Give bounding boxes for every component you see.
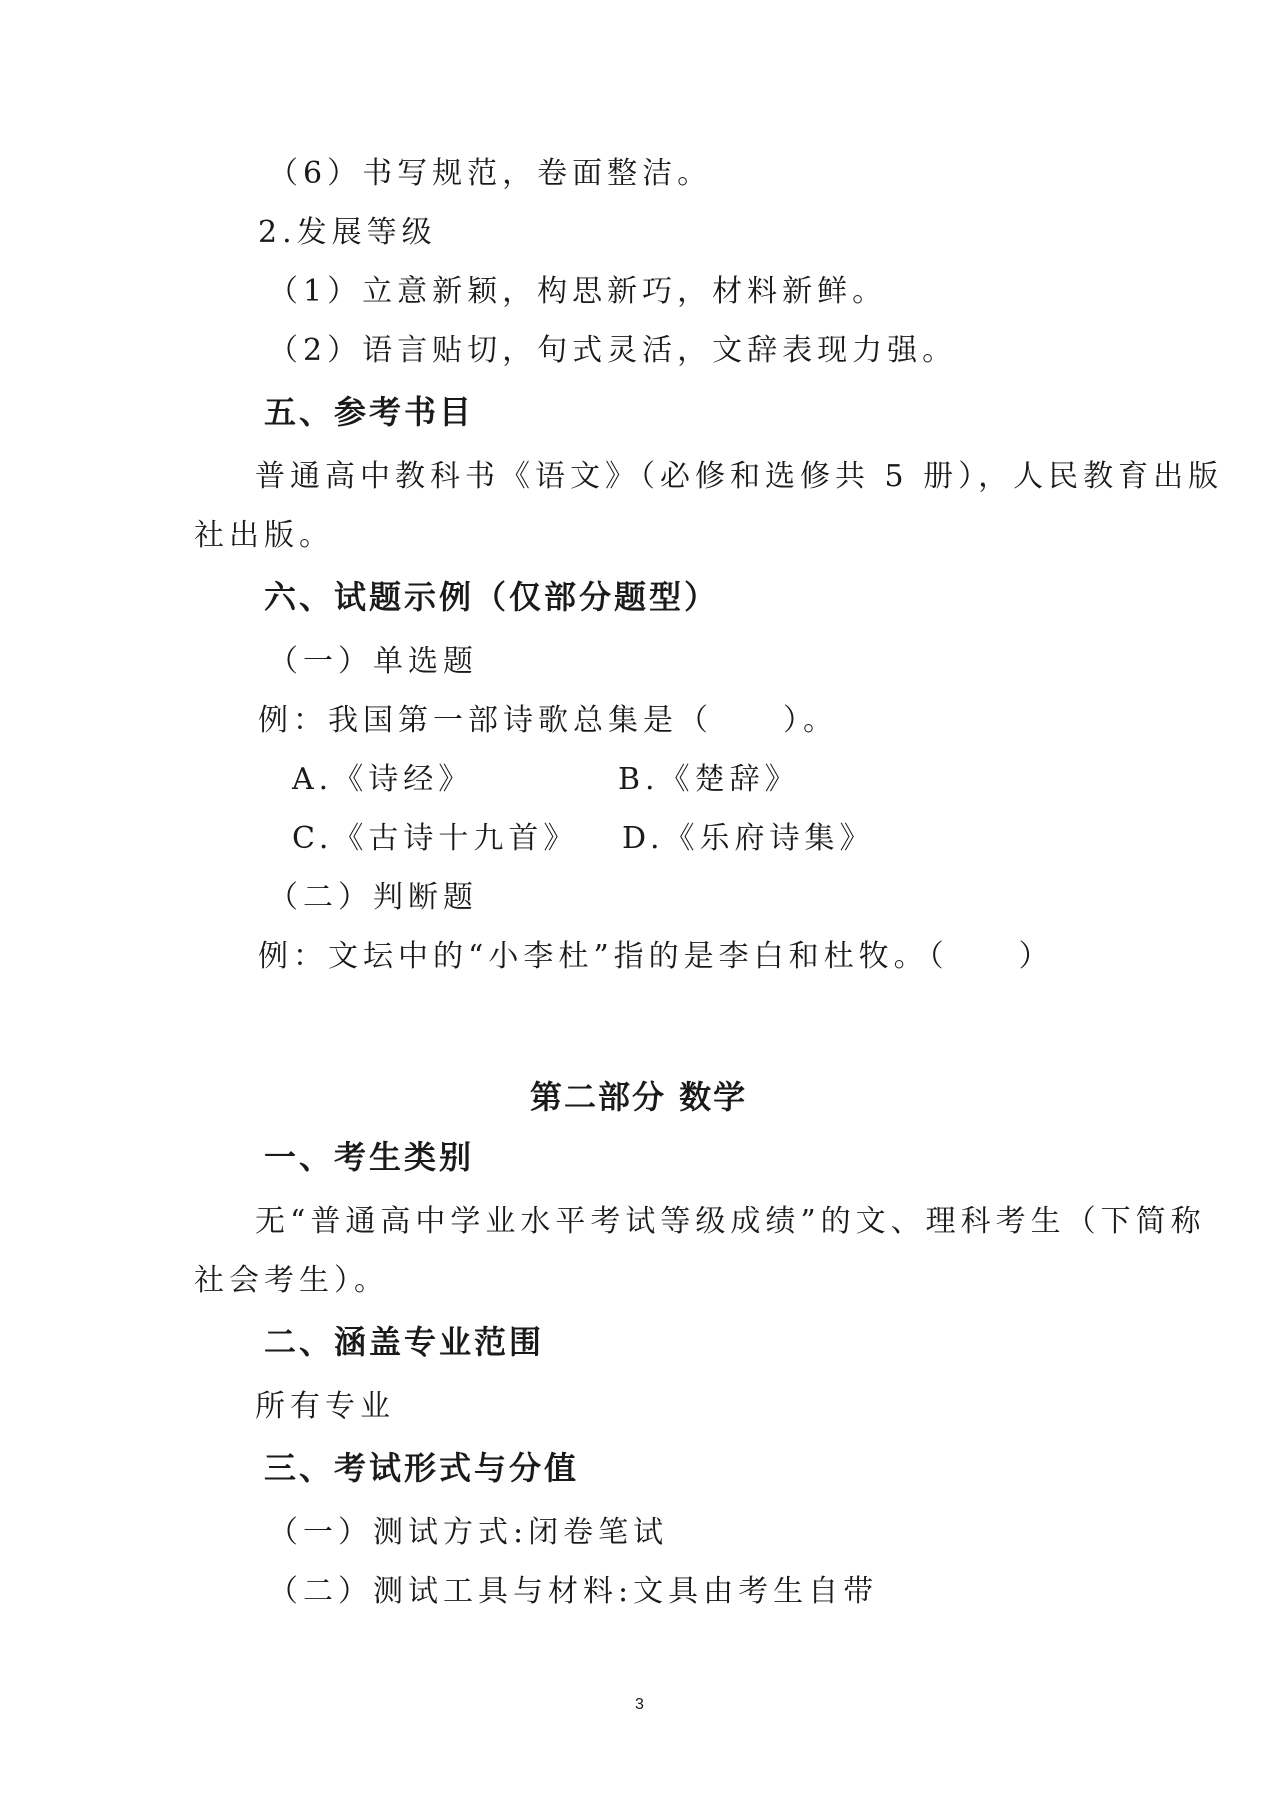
math-section-2-body: 所有专业 xyxy=(255,1389,395,1424)
part-title: 第二部分 数学 xyxy=(530,1078,748,1116)
option-a: A.《诗经》 xyxy=(292,762,474,797)
true-false-question: 例：文坛中的“小李杜”指的是李白和杜牧。（ ） xyxy=(258,939,1054,974)
section-5-heading: 五、参考书目 xyxy=(264,393,475,431)
section-5-body-line-1: 普通高中教科书《语文》（必修和选修共 5 册），人民教育出版 xyxy=(255,459,1224,494)
math-section-3-heading: 三、考试形式与分值 xyxy=(264,1449,580,1487)
section-5-body-line-2: 社出版。 xyxy=(194,518,334,553)
section-6-heading: 六、试题示例（仅部分题型） xyxy=(264,578,720,616)
math-section-1-heading: 一、考生类别 xyxy=(264,1138,475,1176)
development-level-heading: 2.发展等级 xyxy=(258,215,437,250)
math-section-2-heading: 二、涵盖专业范围 xyxy=(264,1323,545,1361)
math-section-1-body-line-2: 社会考生）。 xyxy=(194,1263,389,1298)
option-d: D.《乐府诗集》 xyxy=(622,821,875,856)
single-choice-title: （一）单选题 xyxy=(268,644,478,679)
math-section-3-item-1: （一）测试方式:闭卷笔试 xyxy=(268,1515,669,1550)
development-item-1: （1）立意新颖，构思新巧，材料新鲜。 xyxy=(268,274,888,309)
true-false-title: （二）判断题 xyxy=(268,880,478,915)
scoring-item-6: （6）书写规范，卷面整洁。 xyxy=(268,156,713,191)
math-section-1-body-line-1: 无“普通高中学业水平考试等级成绩”的文、理科考生（下简称 xyxy=(255,1204,1206,1239)
development-item-2: （2）语言贴切，句式灵活，文辞表现力强。 xyxy=(268,333,958,368)
page-number: 3 xyxy=(635,1696,644,1713)
math-section-3-item-2: （二）测试工具与材料:文具由考生自带 xyxy=(268,1574,879,1609)
option-b: B.《楚辞》 xyxy=(618,762,800,797)
single-choice-question: 例：我国第一部诗歌总集是（ ）。 xyxy=(258,703,838,738)
option-c: C.《古诗十九首》 xyxy=(292,821,579,856)
